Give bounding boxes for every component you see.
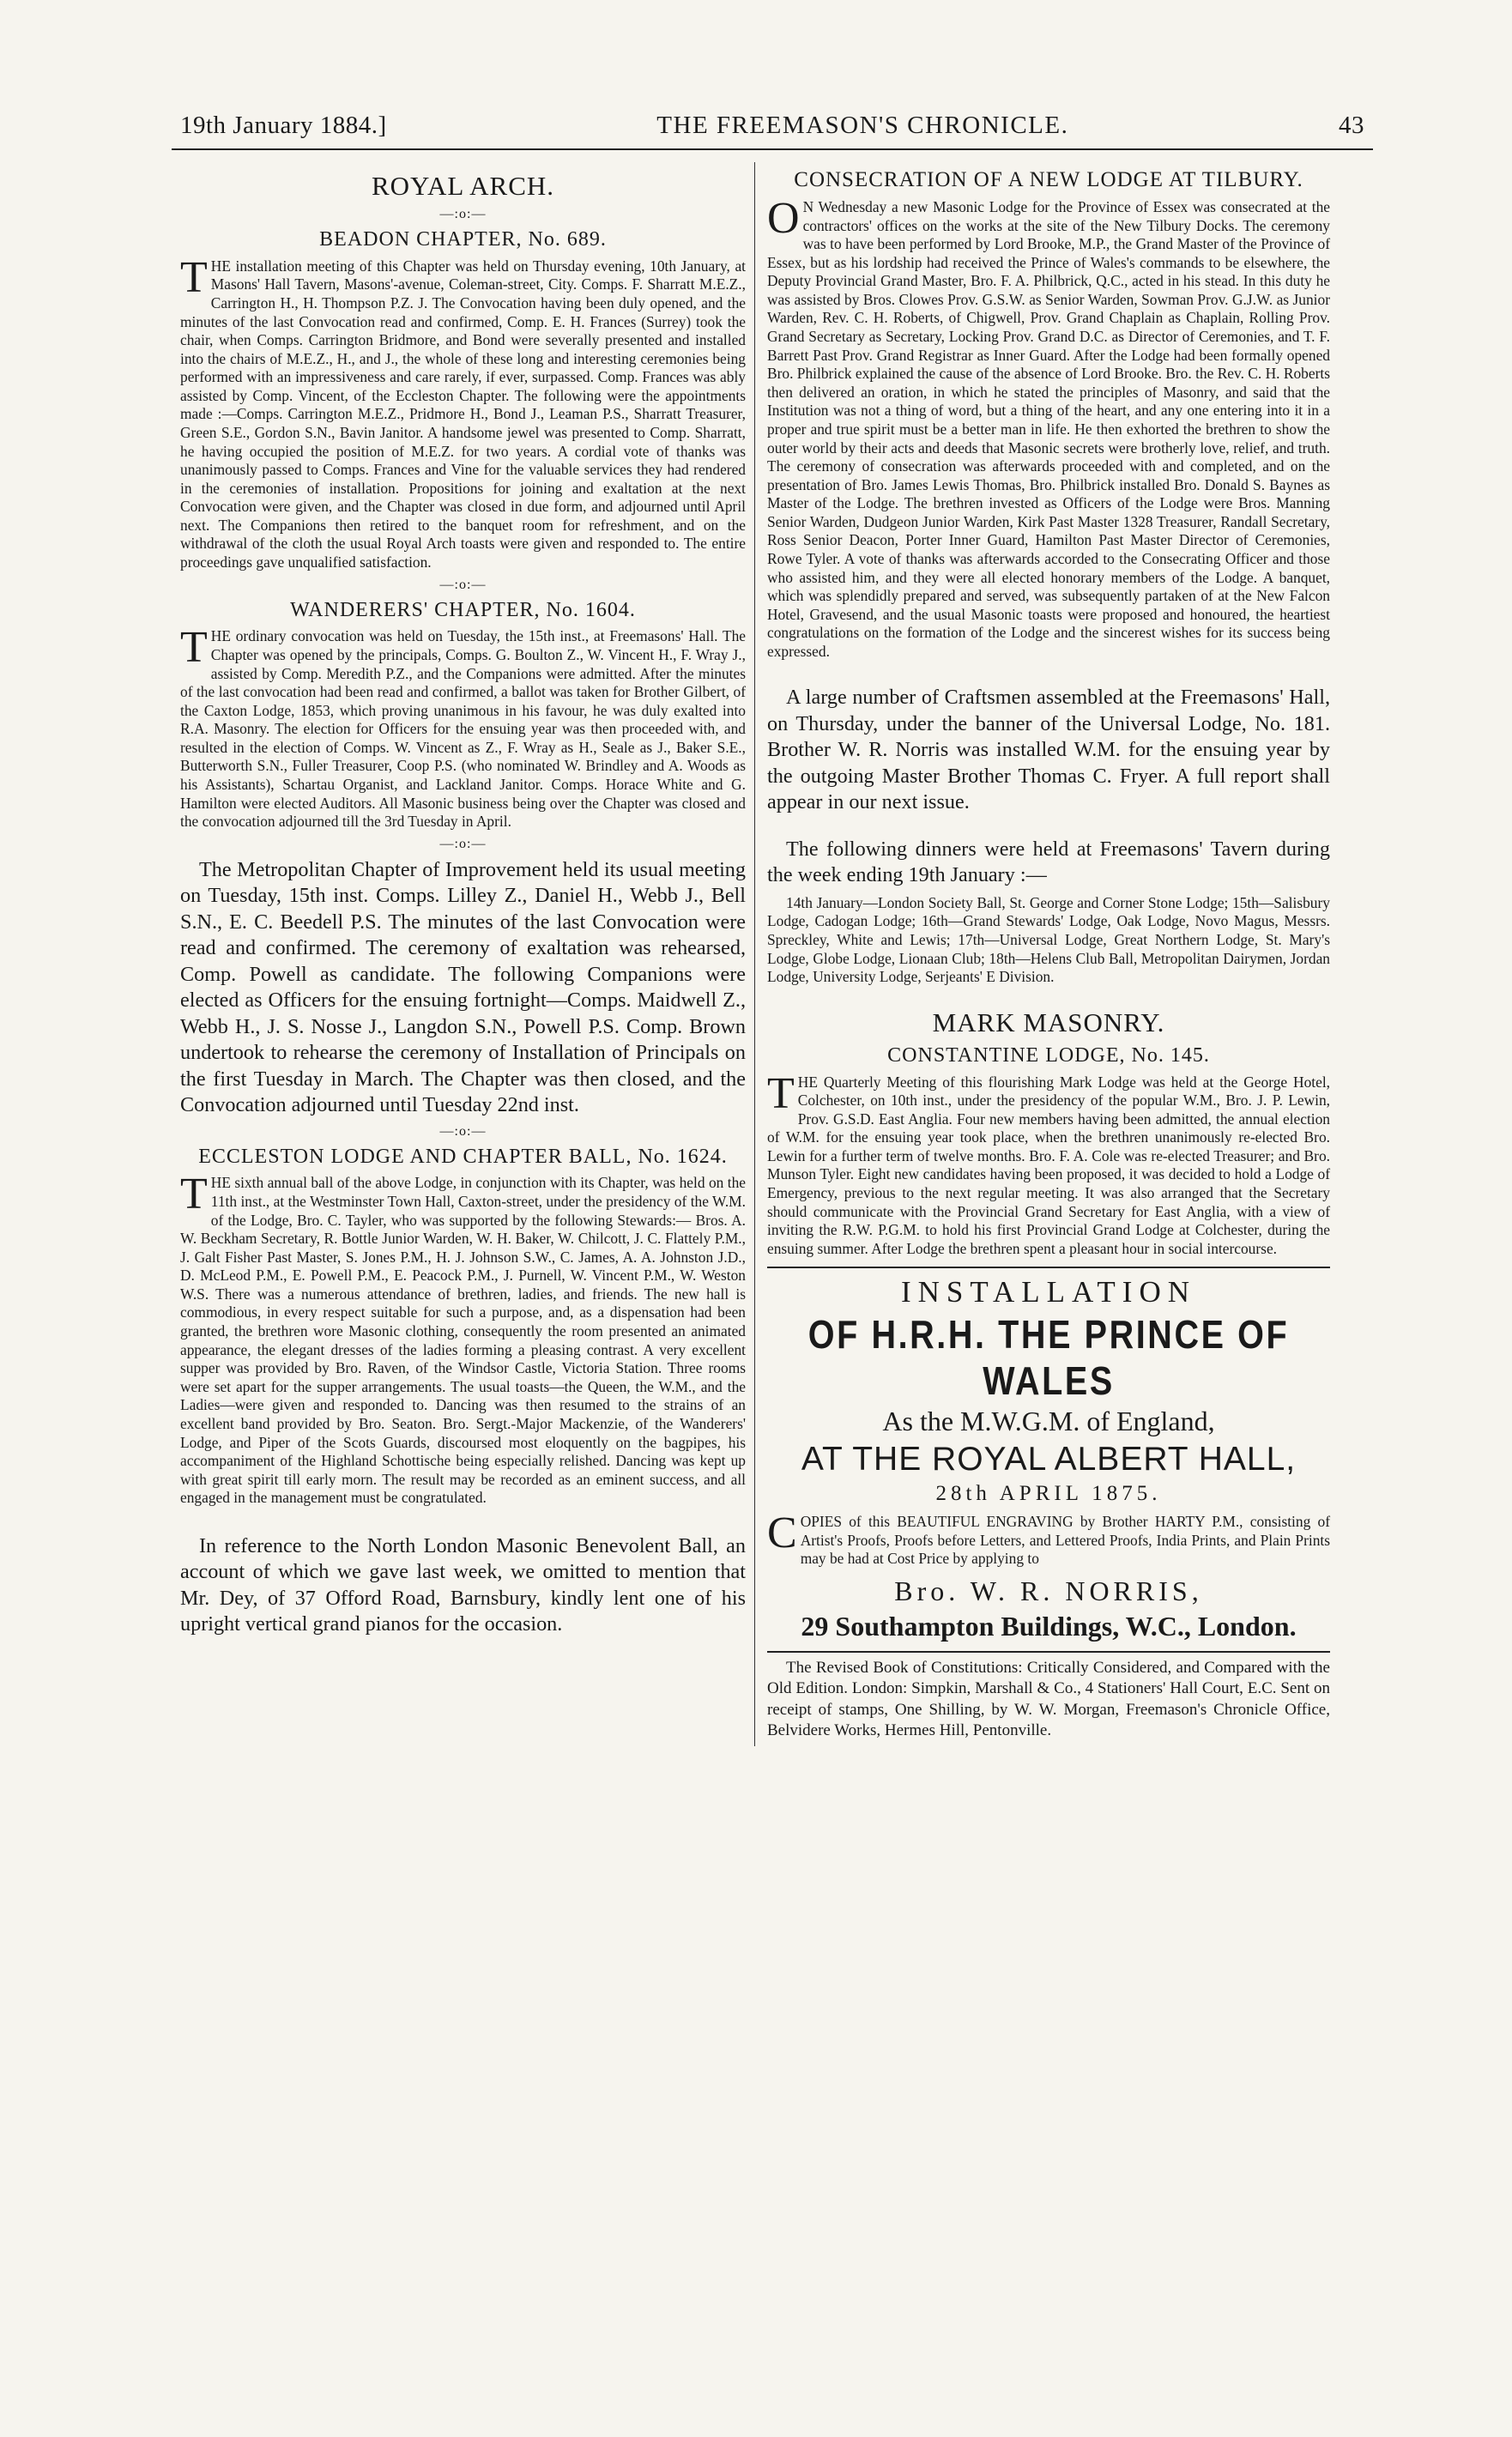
ad-copies-text: COPIES of this BEAUTIFUL ENGRAVING by Brother HARTY P.M., consisting of Artist's Proofs, Proofs before Letters, and Lettered Proofs, India Prints, and Plain Prints may be had at Cost Price by applying to — [767, 1509, 1330, 1568]
eccleston-ball-article: THE sixth annual ball of the above Lodge, in conjunction with its Chapter, was held on the 11th inst., at the Westminster Town Hall, Caxton-street, under the presidency of the W.M. of the Lodge, Bro. C. Tayler, who was supported by the following Stewards:— Bros. A. W. Beckham Secretary, R. Bottle Junior Warden, W. H. Baker, W. Chilcott, J. C. Flattely P.M., J. Galt Fisher Past Master, S. Jones P.M., H. J. Johnson S.W., C. James, A. A. Johnston J.D., D. McLeod P.M., E. Powell P.M., E. Peacock P.M., J. Purnell, W. Vincent P.M., W. Weston W.S. There was a numerous attendance of brethren, ladies, and friends. The new hall is commodious, in every respect suitable for such a purpose, and, as a dispensation had been granted, the brethren wore Masonic clothing, consequently the room presented an animated appearance, the elegant dresses of the ladies forming a pleasing contrast. A very excellent supper was provided by Bro. Raven, of the Windsor Castle, Victoria Station. Three rooms were set apart for the supper arrangements. The usual toasts—the Queen, the W.M., and the Ladies—were given and responded to. Dancing was then resumed to the strains of an excellent band provided by Bro. Seaton. Bro. Sergt.-Major Mackenzie, of the Wanderers' Lodge, and Piper of the Scots Guards, discoursed most eloquently on the bagpipes, his accompaniment of the Highland Schottische being especially relished. Dancing was kept up with great spirit till early morn. The result may be recorded as an eminent success, and all engaged in the management must be congratulated. — [180, 1170, 746, 1507]
ad-prince-line: OF H.R.H. THE PRINCE OF WALES — [807, 1312, 1290, 1404]
ornament-divider: —:o:— — [439, 577, 487, 592]
ad-date-line: 28th APRIL 1875. — [935, 1482, 1162, 1506]
beadon-chapter-title: BEADON CHAPTER, No. 689. — [319, 228, 607, 251]
metropolitan-chapter-article: The Metropolitan Chapter of Improvement held its usual meeting on Tuesday, 15th inst. Comps. Lilley Z., Daniel H., Webb J., Bell S.N., E. C. Beedell P.S. The minutes of the last Convocation were read and confirmed. The ceremony of exaltation was rehearsed, Comp. Powell as candidate. The following Companions were elected as Officers for the ensuing fortnight—Comps. Maidwell Z., Webb H., J. S. Nosse J., Langdon S.N., Powell P.S. Comp. Brown undertook to rehearse the ceremony of Installation of Principals on the first Tuesday in March. The Chapter was then closed, and the Convocation adjourned until Tuesday 22nd inst. — [180, 857, 746, 1117]
ad-norris-line: Bro. W. R. NORRIS, — [894, 1575, 1203, 1607]
constitutions-text: The Revised Book of Constitutions: Critically Considered, and Compared with the Old Edition. London: Simpkin, Marshall & Co., 4 Stationers' Hall Court, E.C. Sent on receipt of stamps, One Shilling, by W. W. Morgan, Freemason's Chronicle Office, Belvidere Works, Hermes Hill, Pentonville. — [767, 1659, 1330, 1739]
wanderers-chapter-article: THE ordinary convocation was held on Tuesday, the 15th inst., at Freemasons' Hall. The Chapter was opened by the principals, Comps. G. Boulton Z., W. Vincent H., F. Wray J., assisted by Comp. Meredith P.Z., and the Companions were admitted. After the minutes of the last convocation had been read and confirmed, a ballot was taken for Brother Gilbert, of the Caxton Lodge, 1853, which proving unanimous in his favour, he was duly exalted into R.A. Masonry. The election for Officers for the ensuing year was then proceeded with, and resulted in the election of Comps. W. Vincent as Z., F. Wray as H., Seale as J., Baker S.E., Butterworth S.N., Fuller Treasurer, Coop P.S. (who nominated W. Brindley and A. Woods as his Assistants), Schartau Organist, and Lackland Janitor. Comps. Horace White and G. Hamilton were elected Auditors. All Masonic business being over the Chapter was closed and the convocation adjourned till the 3rd Tuesday in April. — [180, 623, 746, 831]
dinners-list: 14th January—London Society Ball, St. George and Corner Stone Lodge; 15th—Salisbury Lodge, Cadogan Lodge; 16th—Grand Stewards' Lodge, Oak Lodge, Novo Magus, Messrs. Spreckley, White and Lewis; 17th—Universal Lodge, Great Northern Lodge, St. Mary's Lodge, Globe Lodge, Lionaan Club; 18th—Helens Club Ball, Metropolitan Dairymen, Jordan Lodge, University Lodge, Serjeants' E Division. — [767, 893, 1330, 986]
constitutions-notice — [767, 1651, 1330, 1741]
benevolent-ball-note: In reference to the North London Masonic Benevolent Ball, an account of which we gave last week, we omitted to mention that Mr. Dey, of 37 Offord Road, Barnsbury, kindly lent one of his upright vertical grand pianos for the occasion. — [180, 1533, 746, 1636]
royal-arch-heading: ROYAL ARCH. — [371, 171, 555, 201]
wanderers-chapter-title: WANDERERS' CHAPTER, No. 1604. — [290, 598, 636, 621]
ad-hall-line: AT THE ROYAL ALBERT HALL, — [801, 1441, 1297, 1479]
craftsmen-article: A large number of Craftsmen assembled at the Freemasons' Hall, on Thursday, under the banner of the Universal Lodge, No. 181. Brother W. R. Norris was installed W.M. for the ensuing year by the outgoing Master Brother Thomas C. Fryer. A full report shall appear in our next issue. — [767, 686, 1330, 814]
ornament-divider: —:o:— — [439, 207, 487, 221]
columns — [172, 162, 1373, 1746]
consecration-article: ON Wednesday a new Masonic Lodge for the Province of Essex was consecrated at the contractors' offices on the works at the site of the New Tilbury Docks. The ceremony was to have been performed by Lord Brooke, M.P., the Grand Master of the Province of Essex, but as his lordship had received the Prince of Wales's commands to be elsewhere, the Deputy Provincial Grand Master, Bro. F. A. Philbrick, Q.C., acted in his stead. In this duty he was assisted by Bros. Clowes Prov. G.S.W. as Senior Warden, Sowman Prov. G.J.W. as Junior Warden, Rev. C. H. Roberts, of Chigwell, Prov. Grand Chaplain as Chaplain, Rolling Prov. Grand Secretary as Secretary, Locking Prov. Grand D.C. as Director of Ceremonies, and T. F. Barrett Past Prov. Grand Registrar as Inner Guard. After the Lodge had been formally opened Bro. Philbrick explained the cause of the absence of Lord Brooke. Bro. the Rev. C. H. Roberts then delivered an oration, in which he stated the principles of Masonry, and said that the Institution was not a thing of word, but a thing of the heart, and any one entering into it in a proper and true spirit must be a better man in life. He then exhorted the brethren to show the outer world by their acts and deeds that Masonic secrets were brotherly love, relief, and truth. The ceremony of consecration was afterwards proceeded with and completed, and on the presentation of Bro. James Lewis Thomas, Bro. Philbrick installed Bro. Donald S. Baynes as Master of the Lodge. The brethren invested as Officers of the Lodge were Bros. Manning Senior Warden, Dudgeon Junior Warden, Kirk Past Master 1328 Treasurer, Randall Secretary, Ross Senior Deacon, Porter Inner Guard, Hamilton Past Master Director of Ceremonies, Rowe Tyler. A vote of thanks was afterwards accorded to the Consecrating Officer and those who assisted him, and they were all elected honorary members of the Lodge. A banquet, which was splendidly prepared and served, was subsequently partaken of at the New Falcon Hotel, Gravesend, and the usual Masonic toasts were proposed and honoured, the heartiest congratulations on the formation of the Lodge and the sincerest wishes for its success being expressed. — [767, 194, 1330, 660]
beadon-chapter-article: THE installation meeting of this Chapter was held on Thursday evening, 10th January, at Masons' Hall Tavern, Masons'-avenue, Coleman-street, City. Comps. F. Sharratt M.E.Z., Carrington H., H. Thompson P.Z. J. The Convocation having been duly opened, and the minutes of the last Convocation read and confirmed, Comp. E. H. Frances (Surrey) took the chair, when Comps. Carrington Bridmore, and Bond were severally presented and installed into the chairs of M.E.Z., H., and J., the whole of these long and interesting ceremonies being performed with an impressiveness and care rarely, if ever, surpassed. Comp. Frances was ably assisted by Comp. Vincent, of the Eccleston Chapter. The following were the appointments made :—Comps. Carrington M.E.Z., Pridmore H., Bond J., Leaman P.S., Sharratt Treasurer, Green S.E., Gordon S.N., Bavin Janitor. A handsome jewel was presented to Comp. Sharratt, he having occupied the position of M.E.Z. for two years. A cordial vote of thanks was unanimously passed to Comps. Frances and Vine for the valuable services they had rendered in the ceremonies of installation. Propositions for joining and exaltation at the next Convocation were given, and the Chapter was closed in due form, and adjourned until April next. The Companions then retired to the banquet room for refreshment, and on the withdrawal of the cloth the usual Royal Arch toasts were given and responded to. The entire proceedings gave unqualified satisfaction. — [180, 252, 746, 571]
ad-installation-line: INSTALLATION — [901, 1275, 1196, 1309]
page-number: 43 — [1339, 112, 1364, 139]
engraving-advertisement — [767, 1267, 1330, 1642]
ad-as-line: As the M.W.G.M. of England, — [882, 1406, 1215, 1437]
eccleston-ball-title: ECCLESTON LODGE AND CHAPTER BALL, No. 1624. — [198, 1145, 728, 1168]
dinners-intro: The following dinners were held at Freemasons' Tavern during the week ending 19th January :— — [767, 837, 1330, 887]
running-head — [172, 112, 1373, 150]
newspaper-page — [172, 112, 1373, 2343]
publication-title: THE FREEMASON'S CHRONICLE. — [656, 112, 1069, 139]
ornament-divider: —:o:— — [439, 1123, 487, 1139]
constantine-lodge-article: THE Quarterly Meeting of this flourishing Mark Lodge was held at the George Hotel, Colchester, on 10th inst., under the presidency of the popular W.M., Bro. J. P. Lewin, Prov. G.S.D. East Anglia. Four new members having been admitted, the annual election of W.M. for the ensuing year took place, when the brethren unanimously re-elected Bro. Lewin for a further term of twelve months. Bro. F. A. Cole was re-elected Treasurer; and Bro. Munson Tyler. Eight new candidates having been proposed, it was decided to hold a Lodge of Emergency, previous to the next regular meeting. It was also arranged that the Secretary should communicate with the Provincial Grand Secretary for East Anglia, with a view of inviting the R.W. P.G.M. to hold his first Provincial Grand Lodge at Colchester, during the ensuing summer. After Lodge the brethren spent a pleasant hour in social intercourse. — [767, 1068, 1330, 1257]
ornament-divider: —:o:— — [439, 836, 487, 851]
consecration-title: CONSECRATION OF A NEW LODGE AT TILBURY. — [794, 168, 1303, 191]
left-column — [172, 162, 755, 1746]
right-column — [755, 162, 1339, 1746]
constantine-lodge-title: CONSTANTINE LODGE, No. 145. — [887, 1043, 1210, 1067]
ad-address-line: 29 Southampton Buildings, W.C., London. — [801, 1611, 1297, 1642]
mark-masonry-heading: MARK MASONRY. — [932, 1007, 1165, 1037]
issue-date: 19th January 1884.] — [180, 112, 387, 139]
